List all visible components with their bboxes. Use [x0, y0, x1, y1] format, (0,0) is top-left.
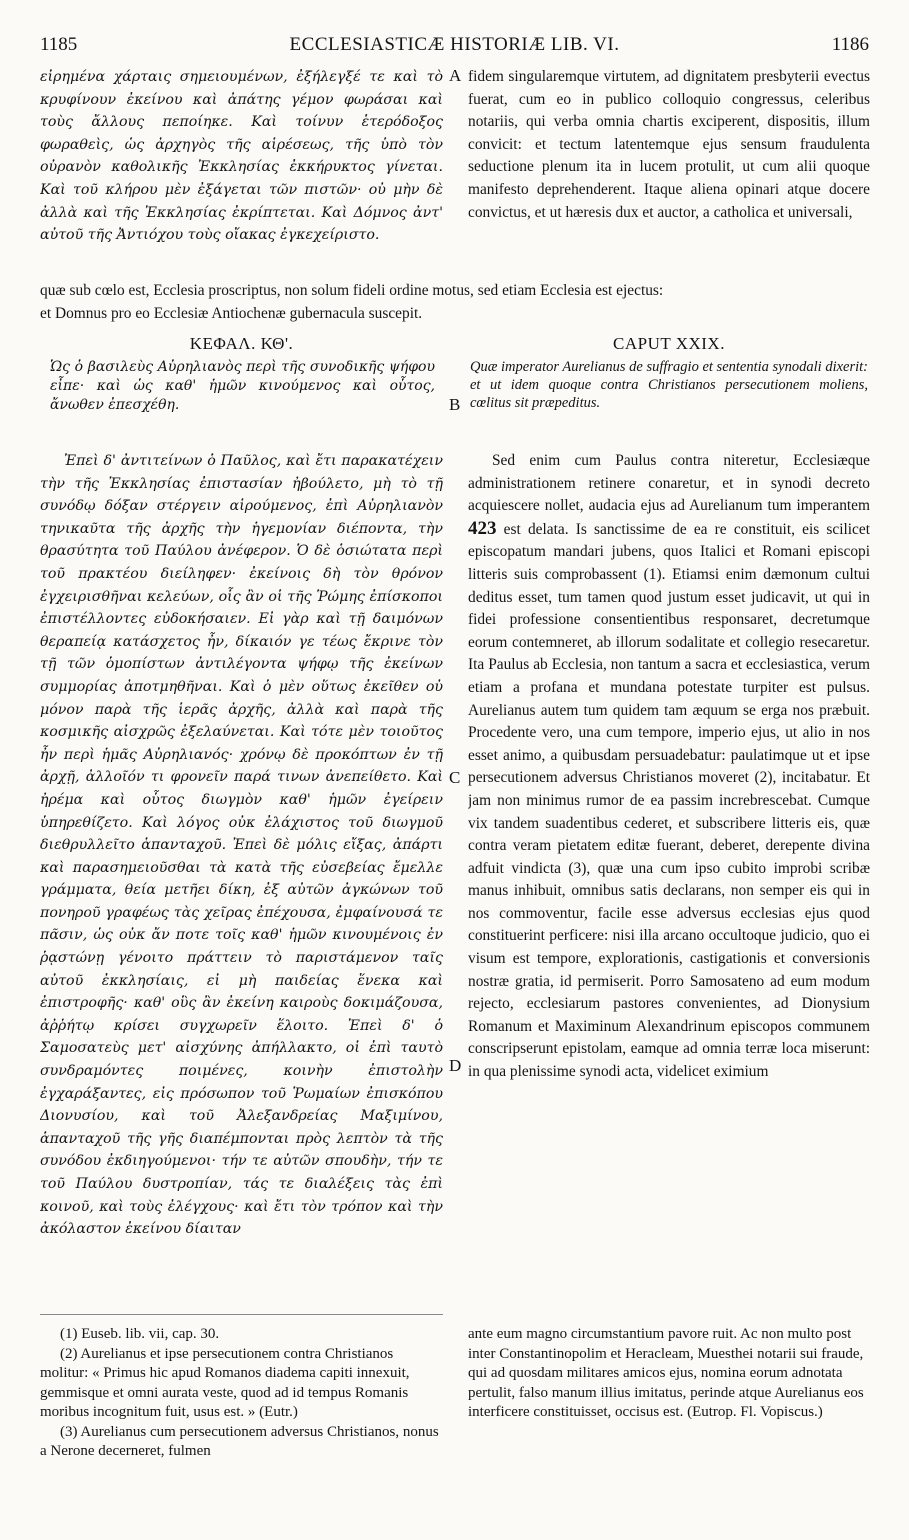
greek-body: Ἐπεὶ δ' ἀντιτείνων ὁ Παῦλος, καὶ ἔτι παρακατέχειν τὴν τῆς Ἐκκλησίας ἐπιστασίαν ἠβούλετο, μὴ τὸ τῇ συνόδῳ δόξαν στέργειν αἱρούμενος, ἐπὶ Αὐρηλιανὸν τηνικαῦτα τῆς ἀρχῆς τὴν ἡγεμονίαν διέποντα, τὴν θρασύτητα τοῦ Παύλου ἀνέφερον. Ὁ δὲ ὁσιώτατα περὶ τοῦ πρακτέου διείληφεν· ἐκείνοις δὴ τὸν θρόνον ἐγχειρισθῆναι κελεύων, οἷς ἂν οἱ τῆς Ῥώμης ἐπίσκοποι ἐπιστέλλοντες εὐδοκήσαιεν. Εἰ γὰρ καὶ τῇ δαιμόνων θεραπείᾳ κατάσχετος ἦν, δίκαιόν γε τέως ἔκρινε τὸν τῇ τῶν ὁμοπίστων ἀντιλέγοντα ψήφῳ τῆς ἐκείνων συμμορίας ἀποτμηθῆναι. Καὶ ὁ μὲν οὕτως ἐκεῖθεν οὐ μόνον παρὰ τῆς ἱερᾶς ἀρχῆς, ἀλλὰ καὶ παρὰ τῆς κοσμικῆς αἰσχρῶς ἐξελαύνεται. Καὶ τότε μὲν τοιοῦτος ἦν περὶ ἡμᾶς Αὐρηλιανός· χρόνῳ δὲ προκόπτων ἐν τῇ ἀρχῇ, ἀλλοῖόν τι φρονεῖν παρά τινων ἀνεπείθετο. Καὶ ἠρέμα καὶ οὗτος διωγμὸν καθ' ἡμῶν ἐγείρειν ὑπηρεθίζετο. Καὶ λόγος οὐκ ἐλάχιστος τοῦ διωγμοῦ διεθρυλλεῖτο ἁπανταχοῦ. Ἐπεὶ δὲ μόλις εἴξας, ἀπάρτι καὶ παρασημειοῦσθαι τὰ κατὰ τῆς εὐσεβείας ἔμελλε γράμματα, θεία μετῆει δίκη, ἐξ αὐτῶν ἀγκώνων τοῦ πονηροῦ γραφέως τὰς χεῖρας ἐπέχουσα, ἐμφαίνουσά τε πᾶσιν, ὡς οὐκ ἄν ποτε τοῖς καθ' ἡμῶν κινουμένοις ἐν ῥᾳστώνῃ γένοιτο πράττειν τὸ παριστάμενον ταῖς αὐτοῦ ἐκκλησίαις, εἰ μὴ παιδείας ἕνεκα καὶ ἐπιστροφῆς· καθ' οὓς ἂν ἐκείνη καιροὺς δοκιμάζουσα, ἀῤῥήτῳ κρίσει συγχωρεῖν ἕλοιτο. Ἐπεὶ δ' ὁ Σαμοσατεὺς μετ' αἰσχύνης ἀπήλλακτο, οἱ ἐπὶ ταυτὸ συνδραμόντες ποιμένες, κοινὴν ἐπιστολὴν ἐγχαράξαντες, εἰς πρόσωπον τοῦ Ῥωμαίων ἐπισκόπου Διονυσίου, καὶ τοῦ Ἀλεξανδρείας Μαξιμίνου, ἁπανταχοῦ τῆς γῆς διαπέμπονται πρὸς λεπτὸν τὰ τῆς συνόδου ἐκδιηγούμενοι· τήν τε αὐτῶν σπουδὴν, τήν τε τοῦ Παύλου δυστροπίαν, τάς τε διαλέξεις τὰς ἐπὶ κοινοῦ, καὶ τοὺς ἐλέγχους· καὶ ἔτι τὸν τρόπον καὶ τὴν ἀκόλαστον ἐκείνου δίαιταν — [40, 453, 443, 1238]
running-header — [40, 34, 869, 64]
chapter-summary-latin: Quæ imperator Aurelianus de suffragio et sententia synodali dixerit: et ut idem quoque contra Christianos persecutionem moliens, cœlitus sit præpeditus. — [470, 359, 868, 411]
greek-text-top: εἰρημένα χάρταις σημειουμένων, ἐξήλεγξέ τε καὶ τὸ κρυφίνουν ἐκείνου καὶ ἀπάτης γέμον φωράσαι καὶ τοὺς ἄλλους πεποίηκε. Καὶ τοίνυν ἑτερόδοξος φωραθεὶς, ὡς ἀρχηγὸς τῆς αἱρέσεως, τῆς ὑπὸ τὸν οὐρανὸν καθολικῆς Ἐκκλησίας ἐκκήρυκτος γίνεται. Καὶ τοῦ κλήρου μὲν ἐξάγεται τῶν πιστῶν· οὐ μὴν δὲ ἀλλὰ καὶ τῆς Ἐκκλησίας ἐκρίπτεται. Καὶ Δόμνος ἀντ' αὐτοῦ τῆς Ἀντιόχου τοὺς οἴακας ἐγκεχείριστο. — [40, 69, 443, 244]
margin-marker-c: C — [449, 768, 461, 787]
latin-text-top: fidem singularemque virtutem, ad dignitatem presbyterii evectus fuerat, cum eo in publico colloquio congressus, celeribus notariis, qui verba omnia chartis exciperent, dispositis, illum convicit: et tectum latentemque ejus sensum fraudulenta seductione plenum ita in lucem protulit, ut cum alii quoque manifesto deprehenderent. Itaque aliena opinari atque docere convictus, et ut hæresis dux et auctor, a catholica et universali, — [468, 68, 870, 221]
margin-marker-b: B — [449, 395, 461, 414]
running-title: ECCLESIASTICÆ HISTORIÆ LIB. VI. — [289, 34, 620, 55]
chapter-heading-greek: ΚΕΦΑΛ. ΚΘ'. — [189, 334, 294, 353]
page-number-left: 1185 — [40, 34, 78, 55]
footnotes-left — [40, 1325, 443, 1462]
footnote-2: (2) Aurelianus et ipse persecutionem contra Christianos molitur: « Primus hic apud Romanos diadema capiti innexuit, gemmisque et omni aurata veste, quod ad id tempus Romanis moribus incognitum fuit, usus est. » (Eutr.) — [40, 1345, 410, 1420]
full-width-line-1: quæ sub cœlo est, Ecclesia proscriptus, non solum fideli ordine motus, sed etiam Ecclesia est ejectus: — [40, 282, 664, 299]
full-width-line-2: et Domnus pro eo Ecclesiæ Antiochenæ gubernacula suscepit. — [40, 305, 423, 322]
margin-marker-d: D — [449, 1056, 462, 1075]
chapter-summary-greek: Ὡς ὁ βασιλεὺς Αὐρηλιανὸς περὶ τῆς συνοδικῆς ψήφου εἶπε· καὶ ὡς καθ' ἡμῶν κινούμενος καὶ οὗτος, ἄνωθεν ἐπεσχέθη. — [50, 359, 435, 413]
page-number-right: 1186 — [831, 34, 869, 55]
footnote-1: (1) Euseb. lib. vii, cap. 30. — [60, 1326, 220, 1342]
footnote-rule — [40, 1314, 443, 1315]
footnote-3: (3) Aurelianus cum persecutionem adversus Christianos, nonus a Nerone decerneret, fulmen — [40, 1423, 439, 1459]
chapter-heading-latin: CAPUT XXIX. — [613, 334, 725, 353]
margin-marker-a: A — [449, 66, 462, 85]
column-number: 423 — [468, 517, 497, 539]
latin-body: Sed enim cum Paulus contra niteretur, Ecclesiæque administrationem retinere conaretur, et in synodi decreto acquiescere nollet, audacia ejus ad Aurelianum tum imperantem 423 est delata. Is sanctissime de ea re constituit, eis scilicet episcopatum mandari jubens, quos Italici et Romani episcopi litteris suis comprobassent (1). Etiamsi enim dæmonum cultui deditus esset, tum tamen quod justum esset judicavit, ut qui in fidei professione consentientibus responsaret, decretumque eorum contemneret, ab illorum sodalitate et collegio resecaretur. Ita Paulus ab Ecclesia, non tantum a sacra et ecclesiastica, verum etiam a profana et mundana potestate turpiter est pulsus. Aurelianus autem tum quidem tam æquum se erga nos præbuit. Procedente vero, una cum tempore, imperio ejus, ut alio in nos esset animo, a quibusdam persuadebatur: paulatimque ut et ipse persecutionem adversus Christianos moveret (2), incitabatur. Et jam non minimus rumor de ea passim increbrescebat. Cumque vix tandem suadentibus cederet, et subscribere litteris eis, quæ contra veram pietatem editæ fuerant, deberet, derepente divina adfuit vindicta (3), quæ una cum ipso cubito improbi scribæ manus inhibuit, omnibus satis declarans, non semper eis qui in nos commoventur, facile esse adversus ecclesias ejus quod constituerint perficere: nisi illa arcano occultoque judicio, quo ei visum est tempore, explorationis, castigationis et conversionis nostræ gratia, id permiserit. Porro Samosateno ad eum modum rejecto, ecclesiarum pastores convenientes, ad Dionysium Romanum et Maximinum Alexandrinum episcopos communem conscripserunt epistolam, eamque ad omnia terræ loca miserunt: in qua plenissime synodi acta, videlicet eximium — [468, 452, 870, 1081]
footnote-continuation: ante eum magno circumstantium pavore ruit. Ac non multo post inter Constantinopolim et Heracleam, Muesthei notarii sui fraude, qui ad quosdam militares amicos ejus, nomina eorum adnotata pertulit, falso manum illius imitatus, perinde atque Aurelianus eos interficere constituisset, occisus est. (Eutrop. Fl. Vopiscus.) — [468, 1326, 864, 1420]
